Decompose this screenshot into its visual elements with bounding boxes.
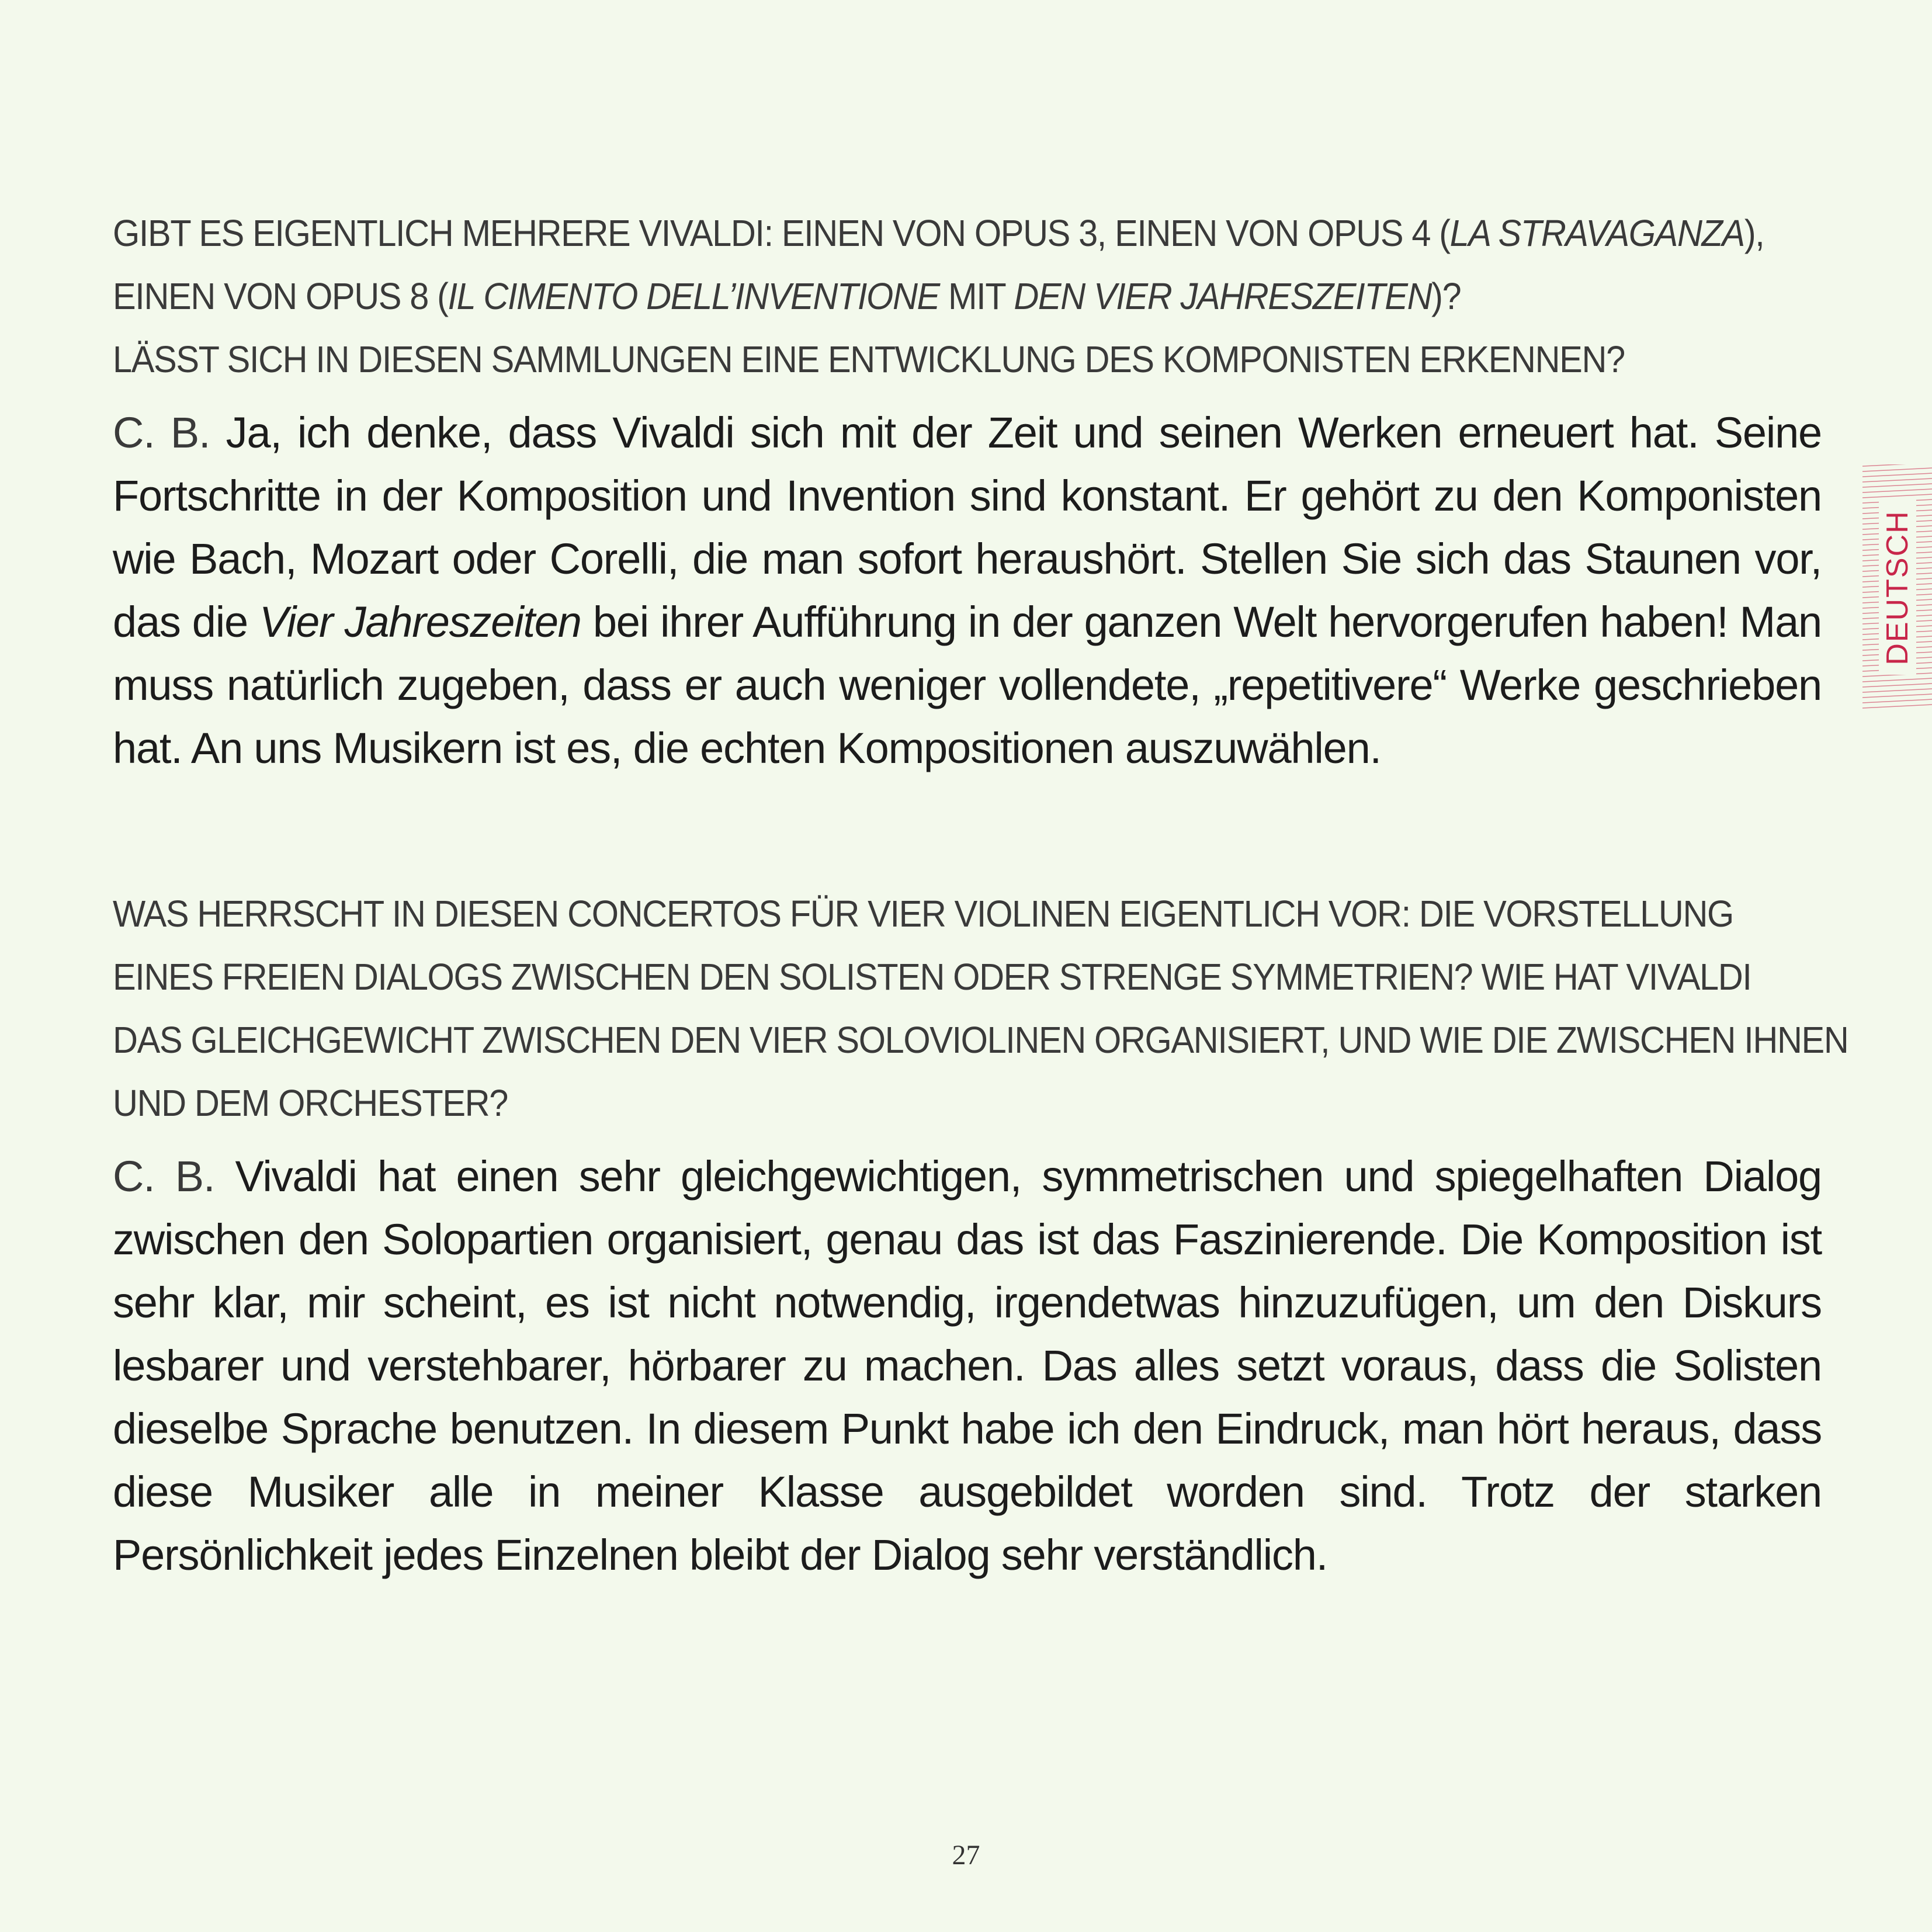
question-title-italic: IL CIMENTO DELL’INVENTIONE	[448, 275, 939, 317]
hatch-line	[1862, 489, 1932, 492]
question-text: DAS GLEICHGEWICHT ZWISCHEN DEN VIER SOLOVIOLINEN ORGANISIERT, UND WIE DIE ZWISCHEN IHNEN	[113, 1019, 1848, 1061]
hatch-line	[1862, 684, 1932, 687]
hatch-line	[1862, 468, 1932, 471]
question-line	[113, 328, 1822, 391]
answer-1	[113, 401, 1822, 780]
question-text: ),	[1744, 212, 1764, 254]
speaker-initials: C. B.	[113, 1152, 215, 1201]
answer-text: bei ihrer Aufführung in der ganzen Welt hervorgerufen haben! Man muss natürlich zugeben, dass er auch weniger vollendete, „repetitivere“ Werke geschrieben hat. An uns Musikern ist es, die echten Kompositionen auszuwählen.	[113, 598, 1822, 772]
hatch-line	[1862, 705, 1932, 708]
question-line	[113, 265, 1822, 328]
hatch-line	[1862, 494, 1932, 498]
answer-2	[113, 1145, 1822, 1587]
question-line	[113, 1071, 1822, 1135]
speaker-initials: C. B.	[113, 408, 210, 457]
answer-text: Ja, ich denke, dass Vivaldi sich mit der Zeit und seinen Werken erneuert hat. Seine Fortschritte in der Komposition und Invention sind konstant. Er gehört zu den Komponisten wie Bach, Mozart oder Corelli, die man sofort heraushört. Stellen Sie sich das Staunen vor, das die	[113, 408, 1822, 646]
question-1	[113, 202, 1822, 391]
question-line	[113, 945, 1822, 1008]
question-title-italic: DEN VIER JAHRESZEITEN	[1014, 275, 1432, 317]
hatch-line	[1862, 478, 1932, 482]
section-spacer	[113, 780, 1822, 882]
interview-section-2	[113, 882, 1848, 1587]
question-text: GIBT ES EIGENTLICH MEHRERE VIVALDI: EINEN VON OPUS 3, EINEN VON OPUS 4 (	[113, 212, 1450, 254]
hatch-line	[1862, 473, 1932, 477]
question-text: MIT	[939, 275, 1014, 317]
hatch-line	[1862, 699, 1932, 703]
hatch-line	[1862, 678, 1932, 682]
answer-text: Vivaldi hat einen sehr gleichgewichtigen, symmetrischen und spiegelhaften Dialog zwischen den Solopartien organisiert, genau das ist das Faszinierende. Die Komposition ist sehr klar, mir scheint, es ist nicht notwendig, irgendetwas hinzuzufügen, um den Diskurs lesbarer und verstehbarer, hörbarer zu machen. Das alles setzt voraus, dass die Solisten dieselbe Sprache benutzen. In diesem Punkt habe ich den Eindruck, man hört heraus, dass diese Musiker alle in meiner Klasse ausgebildet worden sind. Trotz der starken Persönlichkeit jedes Einzelnen bleibt der Dialog sehr verständlich.	[113, 1152, 1822, 1579]
question-text: EINEN VON OPUS 8 (	[113, 275, 448, 317]
answer-title-italic: Vier Jahreszeiten	[259, 598, 581, 646]
interview-section-1	[113, 202, 1822, 780]
question-text: WAS HERRSCHT IN DIESEN CONCERTOS FÜR VIER VIOLINEN EIGENTLICH VOR: DIE VORSTELLUNG	[113, 893, 1733, 935]
question-text: UND DEM ORCHESTER?	[113, 1082, 508, 1124]
question-line	[113, 1008, 1848, 1071]
page-number: 27	[952, 1840, 980, 1871]
question-title-italic: LA STRAVAGANZA	[1449, 212, 1744, 254]
question-text: )?	[1431, 275, 1461, 317]
question-line	[113, 202, 1822, 265]
hatch-line	[1862, 694, 1932, 698]
document-body	[113, 202, 1848, 1587]
question-line	[113, 882, 1822, 945]
hatch-line	[1862, 464, 1932, 466]
language-tab-label: DEUTSCH	[1880, 510, 1914, 665]
question-text: LÄSST SICH IN DIESEN SAMMLUNGEN EINE ENTWICKLUNG DES KOMPONISTEN ERKENNEN?	[113, 338, 1625, 380]
language-tab	[1862, 464, 1932, 711]
hatch-line	[1862, 689, 1932, 692]
question-2	[113, 882, 1848, 1135]
hatch-line	[1862, 484, 1932, 487]
question-text: EINES FREIEN DIALOGS ZWISCHEN DEN SOLISTEN ODER STRENGE SYMMETRIEN? WIE HAT VIVALDI	[113, 956, 1751, 998]
